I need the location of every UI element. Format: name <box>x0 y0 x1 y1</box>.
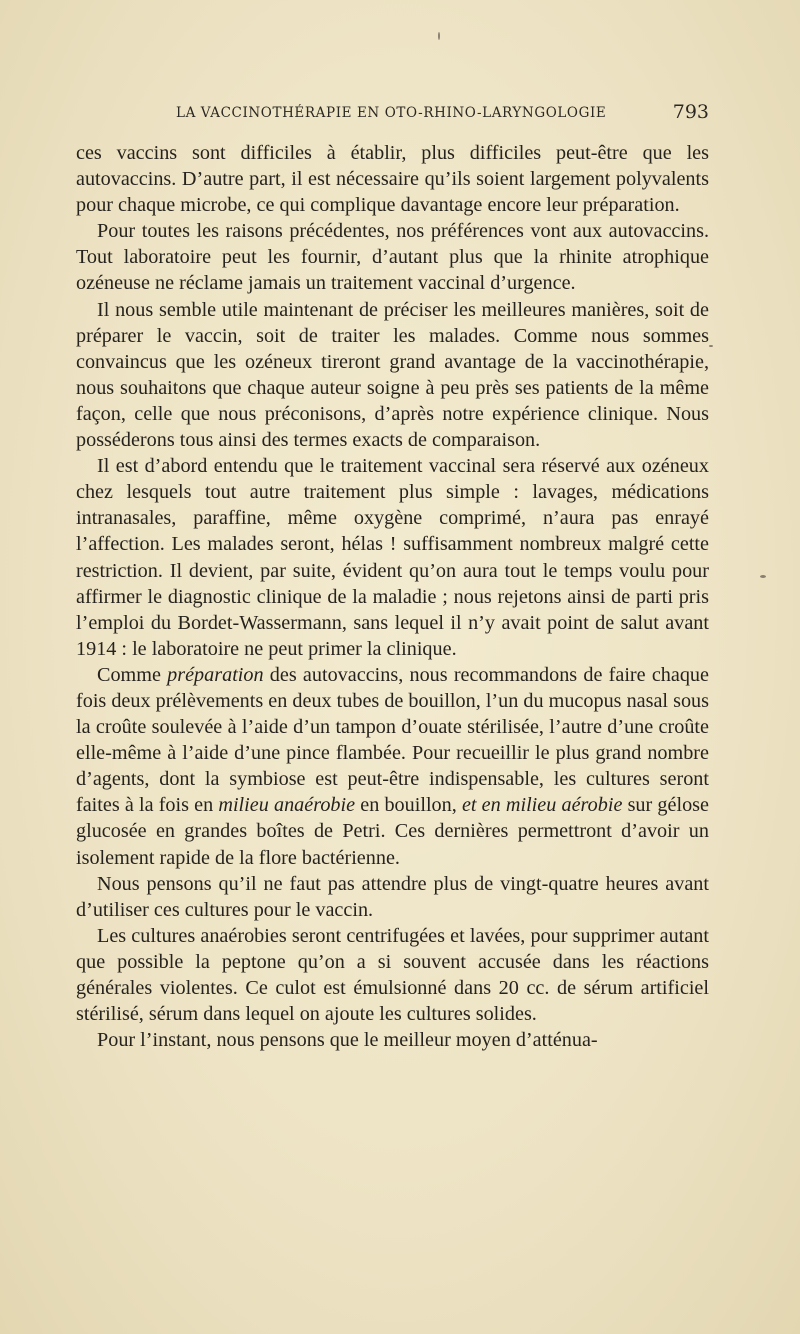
text-run: Pour toutes les raisons précédentes, nos préférences vont aux autovaccins. Tout laboratoire peut les fournir, d’autant plus que la rhinite atrophique ozéneuse ne réclame jamais un traitement vaccinal d’urgence. <box>76 220 709 295</box>
text-run: Comme <box>97 663 168 686</box>
text-run: Pour l’instant, nous pensons que le meilleur moyen d’atténua- <box>97 1029 598 1052</box>
text-run: sur gélose glucosée en grandes boîtes de Petri. Ces dernières permettront d’avoir un isolement rapide de la flore bactérienne. <box>76 794 709 869</box>
running-title: LA VACCINOTHÉRAPIE EN OTO-RHINO-LARYNGOLOGIE <box>176 105 607 121</box>
italic-text: milieu anaérobie <box>218 794 356 817</box>
italic-text: et en milieu aérobie <box>461 794 623 817</box>
text-run: des autovaccins, nous recommandons de faire chaque fois deux prélèvements en deux tubes de bouillon, l’un du mucopus nasal sous la croûte soulevée à l’aide d’un tampon d’ouate stérilisée, l’autre d’une croûte elle-même à l’aide d’une pince flambée. Pour recueillir le plus grand nombre d’agents, dont la symbiose est peut-être indispensable, les cultures seront faites à la fois en <box>76 663 709 817</box>
page-number: 793 <box>672 101 709 123</box>
text-run: en bouillon, <box>355 794 462 817</box>
paragraph <box>76 453 709 662</box>
paragraph <box>76 871 709 923</box>
text-run: ces vaccins sont difficiles à établir, plus difficiles peut-être que les autovaccins. D’autre part, il est nécessaire qu’ils soient largement polyvalents pour chaque microbe, ce qui complique davantage encore leur préparation. <box>76 142 709 217</box>
text-run: Nous pensons qu’il ne faut pas attendre plus de vingt-quatre heures avant d’utiliser ces cultures pour le vaccin. <box>76 872 709 921</box>
text-run: Il nous semble utile maintenant de préciser les meilleures manières, soit de préparer le vaccin, soit de traiter les malades. Comme nous sommes convaincus que les ozéneux tireront grand avantage de la vaccinothérapie, nous souhaitons que chaque auteur soigne à peu près ses patients de la même façon, celle que nous préconisons, d’après notre expérience clinique. Nous posséderons tous ainsi des termes exacts de comparaison. <box>76 298 709 452</box>
italic-text: préparation <box>167 663 264 686</box>
body-text <box>76 140 709 1053</box>
text-run: Les cultures anaérobies seront centrifugées et lavées, pour supprimer autant que possible la peptone qu’on a si souvent accusée dans les réactions générales violentes. Ce culot est émulsionné dans 20 cc. de sérum artificiel stérilisé, sérum dans lequel on ajoute les cultures solides. <box>76 924 709 1026</box>
print-speck <box>438 32 440 40</box>
paragraph <box>76 297 709 454</box>
paragraph <box>76 662 709 871</box>
paragraph <box>76 1027 709 1053</box>
text-run: Il est d’abord entendu que le traitement vaccinal sera réservé aux ozéneux chez lesquels tout autre traitement plus simple : lavages, médications intranasales, paraffine, même oxygène comprimé, n’aura pas enrayé l’affection. Les malades seront, hélas ! suffisamment nombreux malgré cette restriction. Il devient, par suite, évident qu’on aura tout le temps voulu pour affirmer le diagnostic clinique de la maladie ; nous rejetons ainsi de parti pris l’emploi du Bordet-Wassermann, sans lequel il n’y avait point de salut avant 1914 : le laboratoire ne peut primer la clinique. <box>76 455 709 660</box>
paragraph <box>76 923 709 1027</box>
paragraph <box>76 140 709 218</box>
print-speck <box>760 575 766 578</box>
print-speck <box>709 345 713 347</box>
paragraph <box>76 218 709 296</box>
page-header <box>76 101 709 125</box>
